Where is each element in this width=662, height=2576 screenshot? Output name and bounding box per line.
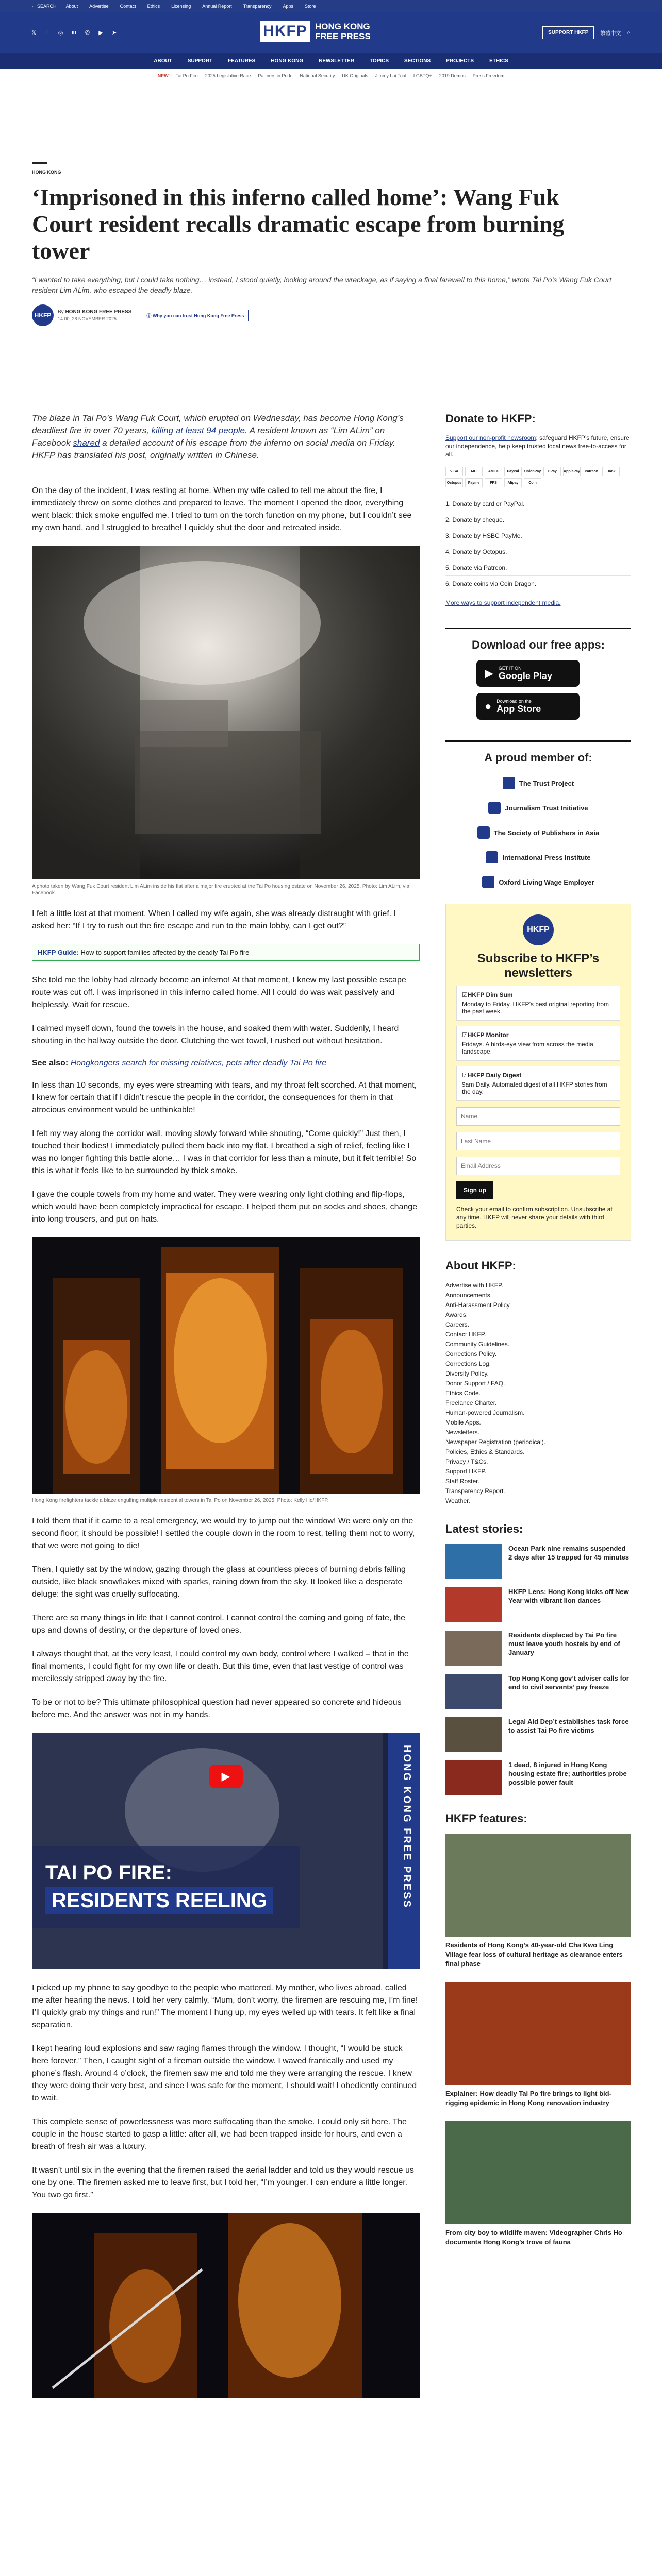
payment-icon: GPay <box>543 467 561 476</box>
feature-image[interactable] <box>445 1834 631 1937</box>
help-icon: ⓘ <box>146 313 153 318</box>
story-headline[interactable]: HKFP Lens: Hong Kong kicks off New Year with vibrant lion dances <box>508 1588 629 1604</box>
payment-icon: Patreon <box>583 467 600 476</box>
subnav-item[interactable]: 2019 Demos <box>439 73 466 78</box>
about-link[interactable]: Advertise with HKFP. <box>445 1282 503 1289</box>
video-title-2: RESIDENTS REELING <box>45 1887 273 1914</box>
article-kicker[interactable]: HONG KONG <box>32 170 61 175</box>
newsletter-name: HKFP Dim Sum <box>467 991 513 998</box>
app-store-button[interactable]: ● Download on the App Store <box>476 693 580 720</box>
top-links <box>66 4 316 9</box>
top-link[interactable]: Advertise <box>89 4 109 9</box>
about-link[interactable]: Freelance Charter. <box>445 1399 497 1406</box>
newsletter-option[interactable] <box>456 1026 620 1061</box>
payment-icon: Octopus <box>445 478 463 487</box>
donate-option[interactable]: 5. Donate via Patreon. <box>445 560 631 575</box>
member-icon <box>488 802 501 814</box>
nav-item[interactable]: PROJECTS <box>446 58 474 64</box>
nav-item[interactable]: ETHICS <box>489 58 508 64</box>
top-link[interactable]: Ethics <box>147 4 160 9</box>
latest-story[interactable] <box>445 1717 631 1752</box>
member-title: A proud member of: <box>445 740 631 765</box>
kicker-rule <box>32 162 47 164</box>
nav-item[interactable]: HONG KONG <box>271 58 304 64</box>
nav-item[interactable]: ABOUT <box>154 58 172 64</box>
header-actions <box>542 26 630 39</box>
member-icon <box>503 777 515 789</box>
trust-button[interactable]: ⓘ Why you can trust Hong Kong Free Press <box>142 310 249 321</box>
nav-item[interactable]: NEWSLETTER <box>319 58 354 64</box>
logo-mark: HKFP <box>260 21 310 42</box>
feature-image[interactable] <box>445 1982 631 2085</box>
payment-icon: Payme <box>465 478 483 487</box>
member-name: The Society of Publishers in Asia <box>493 828 600 837</box>
subnav-item[interactable]: Jimmy Lai Trial <box>375 73 406 78</box>
story-headline[interactable]: Ocean Park nine remains suspended 2 days after 15 trapped for 45 minutes <box>508 1545 630 1561</box>
paragraph: I told them that if it came to a real emergency, we would try to jump out the window! We were only on the second floor; it should be possible! I settled the couple down in the room to rest, telling them not to worry, that we were not going to die! <box>32 1517 415 1550</box>
nav-item[interactable]: FEATURES <box>228 58 256 64</box>
payment-icons <box>445 467 631 487</box>
payment-icon: AMEX <box>485 467 502 476</box>
top-link[interactable]: Licensing <box>171 4 191 9</box>
payment-icon: VISA <box>445 467 463 476</box>
about-link[interactable]: Transparency Report. <box>445 1487 505 1495</box>
paragraph: This complete sense of powerlessness was more suffocating than the smoke. I could only sit here. The couple in the house started to gasp a little: after all, we had been trapped inside for hours, and even a breath of fresh air was a luxury. <box>32 2117 407 2151</box>
newsletter-name: HKFP Daily Digest <box>467 1072 522 1079</box>
donate-link[interactable]: Support our non-profit newsroom <box>445 434 536 442</box>
intro-link-shared[interactable]: shared <box>73 438 100 448</box>
intro-link-death-toll[interactable]: killing at least 94 people <box>151 426 245 435</box>
donate-option[interactable]: 2. Donate by cheque. <box>445 512 631 528</box>
story-thumbnail[interactable] <box>445 1674 502 1709</box>
facebook-icon[interactable]: f <box>46 29 48 36</box>
payment-icon: ApplePay <box>563 467 581 476</box>
feature-headline[interactable]: Residents of Hong Kong’s 40-year-old Cha Kwo Ling Village fear loss of cultural heritage as clearance enters final phase <box>445 1941 623 1968</box>
top-link[interactable]: Store <box>304 4 316 9</box>
donate-option[interactable]: 3. Donate by HSBC PayMe. <box>445 528 631 544</box>
paragraph: It wasn’t until six in the evening that the firemen raised the aerial ladder and told us they would rescue us one by one. The firemen asked me to leave first, but I told her, “I’m younger. I can endure a little longer. You two go first.” <box>32 2166 414 2199</box>
hkfp-logo-icon: HKFP <box>523 914 554 945</box>
about-link[interactable]: Announcements. <box>445 1292 492 1299</box>
top-bar <box>0 0 662 12</box>
photo-caption: A photo taken by Wang Fuk Court resident Lim ALim inside his flat after a major fire erupted at the Tai Po housing estate on November 26, 2025. Photo: Lim ALim, via Facebook. <box>32 884 410 896</box>
subnav-item[interactable]: UK Originals <box>342 73 368 78</box>
subnav-item[interactable]: Press Freedom <box>472 73 505 78</box>
donate-option[interactable]: 4. Donate by Octopus. <box>445 544 631 560</box>
latest-story[interactable] <box>445 1674 631 1709</box>
last-name-field[interactable] <box>456 1132 620 1150</box>
member-logo[interactable] <box>445 876 631 888</box>
article-body <box>32 412 420 2398</box>
article-lede: “I wanted to take everything, but I could take nothing… instead, I stood quietly, looking around the wreckage, as if saying a final farewell to this home,” wrote Tai Po’s Wang Fuk Court resident Lim ALim, who escaped the deadly blaze. <box>32 276 611 294</box>
new-badge: NEW <box>157 73 169 78</box>
byline-date: 14:00, 28 NOVEMBER 2025 <box>58 316 117 321</box>
paragraph: I gave the couple towels from my home and water. They were wearing only light clothing and flip-flops, which would have been completely impractical for escape. I helped them put on socks and shoes, change into long trousers, and put on hats. <box>32 1190 418 1224</box>
about-link[interactable]: Corrections Policy. <box>445 1350 497 1358</box>
name-field[interactable] <box>456 1107 620 1126</box>
top-link[interactable]: Apps <box>283 4 293 9</box>
paragraph: To be or not to be? This ultimate philosophical question had never appeared so concrete and hideous before me. And the answer was not in my hands. <box>32 1698 402 1719</box>
about-title: About HKFP: <box>445 1259 516 1272</box>
story-headline[interactable]: Legal Aid Dep’t establishes task force to assist Tai Po fire victims <box>508 1718 629 1734</box>
youtube-icon[interactable]: ▶ <box>98 29 103 36</box>
sub-nav <box>0 69 662 82</box>
latest-story[interactable] <box>445 1587 631 1622</box>
story-headline[interactable]: Residents displaced by Tai Po fire must leave youth hostels by end of January <box>508 1631 620 1656</box>
member-logo[interactable] <box>445 826 631 839</box>
checkbox[interactable]: ☑ <box>462 1031 468 1039</box>
checkbox[interactable]: ☑ <box>462 991 468 998</box>
video-title-1: TAI PO FIRE: <box>45 1861 172 1884</box>
fire-night-photo[interactable] <box>32 2213 420 2398</box>
byline-author[interactable]: By HONG KONG FREE PRESS <box>58 309 132 315</box>
about-link[interactable]: Corrections Log. <box>445 1360 491 1367</box>
newsletter-name: HKFP Monitor <box>467 1031 509 1039</box>
main-nav <box>0 53 662 69</box>
video-brand: HONG KONG FREE PRESS <box>401 1745 412 1909</box>
donate-title: Donate to HKFP: <box>445 412 536 425</box>
about-link[interactable]: Contact HKFP. <box>445 1331 486 1338</box>
about-link[interactable]: Anti-Harassment Policy. <box>445 1301 511 1309</box>
more-ways-link[interactable]: More ways to support independent media. <box>445 599 561 606</box>
about-link[interactable]: Mobile Apps. <box>445 1419 481 1426</box>
newsletter-options <box>456 986 620 1101</box>
member-name: The Trust Project <box>519 779 574 787</box>
telegram-icon[interactable]: ➤ <box>111 29 117 36</box>
about-link[interactable]: Privacy / T&Cs. <box>445 1458 488 1465</box>
photo-caption: Hong Kong firefighters tackle a blaze engulfing multiple residential towers in Tai Po on November 26, 2025. Photo: Kelly Ho/HKFP. <box>32 1498 329 1503</box>
newsletter-desc: Monday to Friday. HKFP’s best original reporting from the past week. <box>462 1001 609 1015</box>
smoke-filled-flat-photo[interactable] <box>32 546 420 879</box>
apps-title: Download our free apps: <box>445 628 631 652</box>
about-link[interactable]: Donor Support / FAQ. <box>445 1380 505 1387</box>
member-logo[interactable] <box>445 777 631 789</box>
nav-item[interactable]: SUPPORT <box>187 58 213 64</box>
about-link[interactable]: Human-powered Journalism. <box>445 1409 525 1416</box>
logo-text: HONG KONG FREE PRESS <box>315 22 371 41</box>
about-link[interactable]: Policies, Ethics & Standards. <box>445 1448 525 1455</box>
site-header <box>0 12 662 53</box>
newsletter-option[interactable] <box>456 1066 620 1101</box>
member-icon <box>482 876 494 888</box>
payment-icon: FPS <box>485 478 502 487</box>
newsletter-box <box>445 904 631 1241</box>
about-link[interactable]: Weather. <box>445 1497 470 1504</box>
member-logos <box>445 777 631 888</box>
payment-icon: Alipay <box>504 478 522 487</box>
member-name: Oxford Living Wage Employer <box>499 878 594 886</box>
google-play-icon: ▶ <box>485 667 493 680</box>
feature-story[interactable] <box>445 1834 631 1969</box>
member-icon <box>486 851 498 863</box>
burning-towers-photo[interactable] <box>32 1237 420 1494</box>
support-hkfp-button[interactable]: SUPPORT HKFP <box>542 26 594 39</box>
about-link[interactable]: Diversity Policy. <box>445 1370 489 1377</box>
donate-options <box>445 496 631 591</box>
paragraph: I always thought that, at the very least, I could control my own body, control where I walked – that in the final moments, I could fight for my own life or death. But this time, even that last vestige of control was mercilessly stripped away by the fire. <box>32 1650 409 1683</box>
paragraph: I kept hearing loud explosions and saw raging flames through the window. I thought, “I would be stuck here forever.” Then, I caught sight of a fireman outside the window. I waved frantically and used my phone’s flash. Around 4 o’clock, the firemen saw me and told me they were arranging the rescue. I knew they were doing their very best, and since I was safe for the moment, I should wait! I obediently continued to wait. <box>32 2044 417 2103</box>
article-intro: The blaze in Tai Po’s Wang Fuk Court, which erupted on Wednesday, has become Hong Kong’s deadliest fire in over 70 years, killing at least 94 people. A resident known as “Lim ALim” on Facebook shared a detailed account of his escape from the inferno on social media on Friday. HKFP has translated his post, originally written in Chinese. <box>32 413 404 460</box>
nav-item[interactable]: TOPICS <box>369 58 389 64</box>
subnav-item[interactable]: LGBTQ+ <box>413 73 432 78</box>
payment-icon: Bank <box>602 467 620 476</box>
newsletter-note: Check your email to confirm subscription. Unsubscribe at any time. HKFP will never share your details with third parties. <box>456 1206 613 1229</box>
see-also-link[interactable]: See also: Hongkongers search for missing relatives, pets after deadly Tai Po fire <box>32 1059 327 1067</box>
paragraph: I picked up my phone to say goodbye to the people who mattered. My mother, who lives abroad, called me after hearing the news. I told her very calmly, “Mum, don’t worry, the firemen are rescuing me, I’m fine! I’ll quickly grab my things and run!” The moment I hung up, my eyes welled up with tears. It felt like a final separation. <box>32 1984 418 2029</box>
about-link[interactable]: Ethics Code. <box>445 1389 481 1397</box>
feature-image[interactable] <box>445 2121 631 2224</box>
social-icons <box>30 29 118 37</box>
top-link[interactable]: Transparency <box>243 4 272 9</box>
top-link[interactable]: Annual Report <box>202 4 232 9</box>
linkedin-icon[interactable]: in <box>72 29 76 36</box>
features-title: HKFP features: <box>445 1812 527 1825</box>
top-link[interactable]: About <box>65 4 78 9</box>
search-icon: ⌕ <box>32 3 35 9</box>
story-thumbnail[interactable] <box>445 1717 502 1752</box>
newsletter-desc: Fridays. A birds-eye view from across the media landscape. <box>462 1041 593 1055</box>
author-avatar[interactable]: HKFP <box>32 304 54 326</box>
latest-title: Latest stories: <box>445 1522 523 1535</box>
about-link[interactable]: Newspaper Registration (periodical). <box>445 1438 546 1446</box>
story-thumbnail[interactable] <box>445 1587 502 1622</box>
subnav-item[interactable]: 2025 Legislative Race <box>205 73 251 78</box>
feature-headline[interactable]: From city boy to wildlife maven: Videographer Chris Ho documents Hong Kong’s trove of fauna <box>445 2229 622 2246</box>
paragraph: I calmed myself down, found the towels in the house, and soaked them with water. Suddenly, I heard shouting in the hallway outside the door. Clutching the wet towel, I rushed out without hesitation. <box>32 1024 399 1045</box>
email-field[interactable] <box>456 1157 620 1175</box>
story-headline[interactable]: Top Hong Kong gov’t adviser calls for end to civil servants’ pay freeze <box>508 1674 629 1691</box>
newsletter-title: Subscribe to HKFP’s newsletters <box>477 952 600 980</box>
donate-text: Support our non-profit newsroom; safeguard HKFP’s future, ensure our independence, help keep trusted local news free-to-access for all. <box>445 434 630 458</box>
subnav-item[interactable]: Tai Po Fire <box>175 73 198 78</box>
donate-option[interactable]: 6. Donate coins via Coin Dragon. <box>445 575 631 591</box>
payment-icon: MC <box>465 467 483 476</box>
sidebar <box>445 412 631 2260</box>
latest-story[interactable] <box>445 1544 631 1579</box>
feature-stories <box>445 1834 631 2247</box>
about-links <box>445 1281 631 1506</box>
member-logo[interactable] <box>445 851 631 863</box>
language-link[interactable]: 繁體中文 <box>600 31 621 37</box>
twitter-icon[interactable]: 𝕏 <box>31 29 36 36</box>
google-play-button[interactable]: ▶ GET IT ON Google Play <box>476 660 580 687</box>
whatsapp-icon[interactable]: ✆ <box>85 29 90 36</box>
newsletter-option[interactable] <box>456 986 620 1021</box>
paragraph: In less than 10 seconds, my eyes were streaming with tears, and my throat felt scorched. At that moment, I knew for certain that if I didn’t rescue the people in the corridor, the consequences for them in that atrocious environment would be unthinkable! <box>32 1081 417 1114</box>
article-header <box>0 162 662 326</box>
paragraph: I felt a little lost at that moment. When I called my wife again, she was already distraught with grief. I asked her: “If I try to rush out the fire escape and run to the main lobby, can I get out?” <box>32 909 396 930</box>
about-link[interactable]: Awards. <box>445 1311 468 1318</box>
hkfp-guide-box[interactable]: HKFP Guide: How to support families affected by the deadly Tai Po fire <box>32 944 420 961</box>
paragraph: She told me the lobby had already become an inferno! At that moment, I knew my last possible escape route was cut off. I was imprisoned in this inferno called home. All I could do was wait passively and helplessly. Wait for rescue. <box>32 976 406 1009</box>
play-icon[interactable]: ▶ <box>209 1765 243 1788</box>
paragraph: I felt my way along the corridor wall, moving slowly forward while shouting, “Come quickly!” Just then, I touched their bodies! I immediately pulled them back into my flat. I breathed a sigh of relief, feeling like I was no longer fighting this battle alone… I was in that corridor for less than a minute, but it felt terrible! So this is what it feels like to be surrounded by thick smoke. <box>32 1129 417 1175</box>
payment-icon: Coin <box>524 478 541 487</box>
donate-option[interactable]: 1. Donate by card or PayPal. <box>445 496 631 512</box>
apple-icon: ● <box>485 700 492 713</box>
story-thumbnail[interactable] <box>445 1631 502 1666</box>
story-thumbnail[interactable] <box>445 1760 502 1795</box>
signup-button[interactable]: Sign up <box>456 1181 493 1199</box>
latest-story[interactable] <box>445 1631 631 1666</box>
member-name: International Press Institute <box>502 853 591 861</box>
top-search[interactable]: ⌕ SEARCH <box>32 3 57 9</box>
payment-icon: UnionPay <box>524 467 541 476</box>
feature-story[interactable] <box>445 2121 631 2247</box>
paragraph: Then, I quietly sat by the window, gazing through the glass at countless pieces of burning debris falling outside, like black snowflakes mixed with sparks, raining down from the sky. It looked like a desperate deluge: the sight was cruelly suffocating. <box>32 1565 406 1599</box>
feature-story[interactable] <box>445 1982 631 2108</box>
nav-item[interactable]: SECTIONS <box>404 58 431 64</box>
search-icon[interactable]: ⌕ <box>627 30 630 36</box>
member-logo[interactable] <box>445 802 631 814</box>
payment-icon: PayPal <box>504 467 522 476</box>
about-link[interactable]: Support HKFP. <box>445 1468 487 1475</box>
paragraph: On the day of the incident, I was resting at home. When my wife called to tell me about the fire, I immediately threw on some clothes and prepared to leave. The moment I opened the door, everything went black: thick smoke engulfed me. I tried to turn on the torch function on my phone, but I couldn’t see my own hand, and I struggled to breathe! I quickly shut the door and retreated inside. <box>32 486 412 532</box>
top-link[interactable]: Contact <box>120 4 136 9</box>
member-icon <box>477 826 490 839</box>
about-link[interactable]: Careers. <box>445 1321 470 1328</box>
feature-headline[interactable]: Explainer: How deadly Tai Po fire brings to light bid-rigging epidemic in Hong Kong renovation industry <box>445 2090 611 2107</box>
about-link[interactable]: Community Guidelines. <box>445 1341 510 1348</box>
video-player[interactable] <box>32 1733 420 1969</box>
byline <box>32 304 630 326</box>
site-logo[interactable] <box>260 21 371 42</box>
instagram-icon[interactable]: ◎ <box>58 29 63 36</box>
story-headline[interactable]: 1 dead, 8 injured in Hong Kong housing estate fire; authorities probe possible power fault <box>508 1761 627 1786</box>
subnav-item[interactable]: National Security <box>300 73 335 78</box>
paragraph: There are so many things in life that I cannot control. I cannot control the coming and going of fate, the ups and downs of destiny, or the departure of loved ones. <box>32 1614 405 1635</box>
latest-stories <box>445 1544 631 1795</box>
latest-story[interactable] <box>445 1760 631 1795</box>
article-title: ‘Imprisoned in this inferno called home’: Wang Fuk Court resident recalls dramatic escape from burning tower <box>32 184 565 264</box>
checkbox[interactable]: ☑ <box>462 1072 468 1079</box>
about-link[interactable]: Staff Roster. <box>445 1478 479 1485</box>
about-link[interactable]: Newsletters. <box>445 1429 480 1436</box>
member-name: Journalism Trust Initiative <box>505 804 588 812</box>
newsletter-desc: 9am Daily. Automated digest of all HKFP stories from the day. <box>462 1081 607 1095</box>
story-thumbnail[interactable] <box>445 1544 502 1579</box>
subnav-item[interactable]: Partners in Pride <box>258 73 293 78</box>
